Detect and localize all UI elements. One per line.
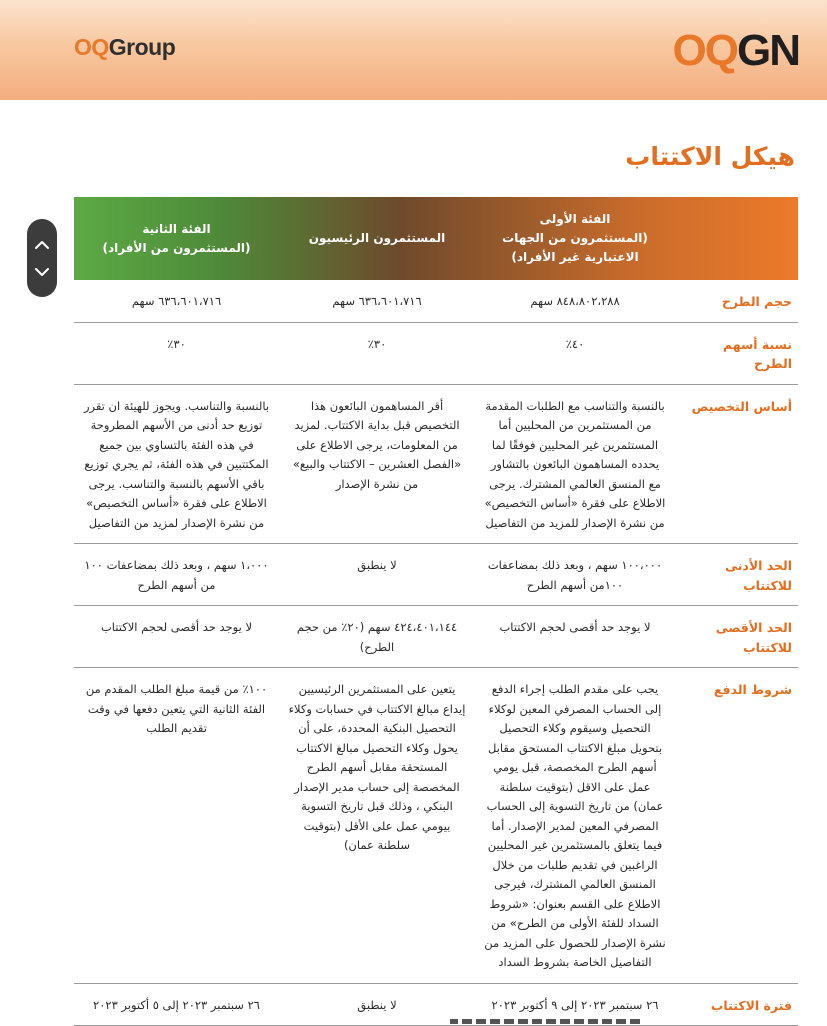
table-cell: بالنسبة والتناسب مع الطلبات المقدمة من المستثمرين من المحليين أما المستثمرين غير المحليين فوفقًا لما يحدده المساهمون البائعون بالتشاور مع المنسق العالمي المشترك. يرجى الاطلاع على فقرة «أساس التخصيص» من نشرة الإصدار للمزيد من التفاصيل bbox=[475, 384, 675, 544]
table-cell: يتعين على المستثمرين الرئيسيين إيداع مبالغ الاكتتاب في حسابات وكلاء التحصيل البنكية المحددة، على أن يحول وكلاء التحصيل مبالغ الاكتتاب المستحقة مقابل أسهم الطرح المخصصة إلى حساب مدير الإصدار البنكي ، وذلك قبل تاريخ التسوية بيومي عمل على الأقل (بتوقيت سلطنة عمان) bbox=[279, 668, 475, 984]
chevron-up-icon bbox=[35, 240, 49, 249]
oq-group-logo: OQGroup bbox=[74, 34, 176, 60]
header-cell-1: الفئة الأولى (المستثمرون من الجهات الاعتبارية غير الأفراد) bbox=[502, 212, 648, 264]
row-label: نسبة أسهم الطرح bbox=[675, 322, 798, 384]
row-label: حجم الطرح bbox=[721, 294, 792, 309]
page-title: هيكل الاكتتاب bbox=[625, 142, 795, 171]
table-cell: ١،٠٠٠ سهم ، وبعد ذلك بمضاعفات ١٠٠ من أسهم الطرح bbox=[74, 544, 279, 606]
table-cell: ٤٢٤،٤٠١،١٤٤ سهم (٢٠٪ من حجم الطرح) bbox=[279, 606, 475, 668]
scroll-up-button[interactable] bbox=[32, 235, 52, 253]
header-banner bbox=[0, 0, 827, 100]
oqgn-logo: OQGN bbox=[672, 26, 799, 75]
row-label: أساس التخصيص bbox=[675, 384, 798, 544]
table-cell: ٨٤٨،٨٠٢،٢٨٨ سهم bbox=[530, 294, 620, 308]
table-row bbox=[74, 668, 798, 984]
scroll-control bbox=[27, 219, 57, 297]
header-cell-empty bbox=[675, 197, 798, 280]
header-cell-3: الفئة الثانية (المستثمرون من الأفراد) bbox=[102, 221, 251, 255]
chevron-down-icon bbox=[35, 268, 49, 277]
table-row bbox=[74, 544, 798, 606]
row-label: الحد الأدنى للاكتتاب bbox=[675, 544, 798, 606]
table-row bbox=[74, 983, 798, 1026]
table-cell: أقر المساهمون البائعون هذا التخصيص قبل بداية الاكتتاب. لمزيد من المعلومات، يرجى الاطلاع على «الفصل العشرين – الاكتتاب والبيع» من نشرة الإصدار bbox=[279, 384, 475, 544]
table-cell: ٤٠٪ bbox=[475, 322, 675, 384]
row-label: الحد الأقصى للاكتتاب bbox=[675, 606, 798, 668]
table-cell: ٢٦ سبتمبر ٢٠٢٣ إلى ٩ أكتوبر ٢٠٢٣ bbox=[475, 983, 675, 1026]
table-cell: ٣٠٪ bbox=[74, 322, 279, 384]
subscription-structure-table bbox=[74, 197, 798, 1026]
table-cell: ٦٣٦،٦٠١،٧١٦ سهم bbox=[131, 294, 222, 308]
table-header-row bbox=[74, 197, 798, 280]
table-row bbox=[74, 606, 798, 668]
table-cell: يجب على مقدم الطلب إجراء الدفع إلى الحساب المصرفي المعين لوكلاء التحصيل وسيقوم وكلاء التحصيل بتحويل مبلغ الاكتتاب المستحق مقابل أسهم الطرح المخصصة، قبل يومي عمل على الاقل (بتوقيت سلطنة عمان) من تاريخ التسوية إلى الحساب المصرفي المعين لمدير الإصدار. أما فيما يتعلق بالمستثمرين غير المحليين الراغبين في تقديم طلبات من خلال المنسق العالمي المشترك، فيرجى الاطلاع على القسم بعنوان: «شروط السداد للفئة الأولى من الطرح» من نشرة الإصدار للحصول على المزيد من التفاصيل الخاصة بشروط السداد bbox=[475, 668, 675, 984]
table-cell: ١٠٠٪ من قيمة مبلغ الطلب المقدم من الفئة الثانية التي يتعين دفعها في وقت تقديم الطلب bbox=[74, 668, 279, 984]
table-cell: بالنسبة والتناسب. ويجوز للهيئة ان تقرر توزيع حد أدنى من الأسهم المطروحة في هذه الفئة بالتساوي بين جميع المكتتبين في هذه الفئة، ثم يجري توزيع باقي الأسهم بالنسبة والتناسب. يرجى الاطلاع على فقرة «أساس التخصيص» من نشرة الإصدار لمزيد من التفاصيل bbox=[74, 384, 279, 544]
table-cell: لا يوجد حد أقصى لحجم الاكتتاب bbox=[74, 606, 279, 668]
table-row bbox=[74, 322, 798, 384]
table-cell: لا ينطبق bbox=[279, 983, 475, 1026]
table-cell: ٢٦ سبتمبر ٢٠٢٣ إلى ٥ أكتوبر ٢٠٢٣ bbox=[74, 983, 279, 1026]
table-row bbox=[74, 280, 798, 322]
cut-off-row bbox=[450, 1019, 640, 1024]
row-label: فترة الاكتتاب bbox=[675, 983, 798, 1026]
row-label: شروط الدفع bbox=[675, 668, 798, 984]
scroll-down-button[interactable] bbox=[32, 263, 52, 281]
table-cell: لا ينطبق bbox=[279, 544, 475, 606]
table-cell: لا يوجد حد أقصى لحجم الاكتتاب bbox=[475, 606, 675, 668]
header-cell-2: المستثمرون الرئيسيون bbox=[308, 231, 446, 245]
table-cell: ٦٣٦،٦٠١،٧١٦ سهم bbox=[332, 294, 422, 308]
table-cell: ١٠٠،٠٠٠ سهم ، وبعد ذلك بمضاعفات ١٠٠من أسهم الطرح bbox=[475, 544, 675, 606]
table-row bbox=[74, 384, 798, 544]
table-cell: ٣٠٪ bbox=[279, 322, 475, 384]
